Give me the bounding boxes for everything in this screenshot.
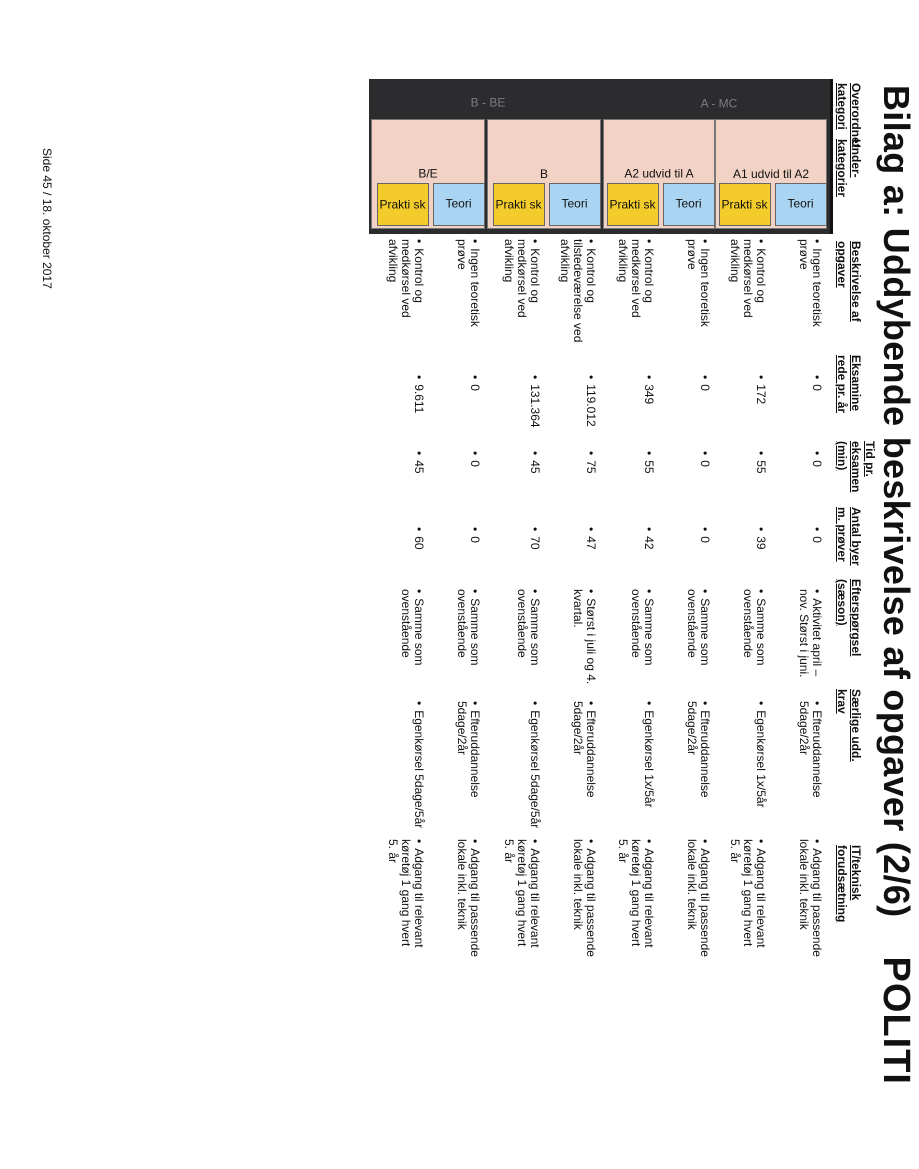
cell-krav: •Efteruddannelse 5dage/2år xyxy=(455,701,482,798)
header-under: Under-kategorier xyxy=(835,139,863,198)
bullet-icon: • xyxy=(468,375,482,380)
cell-eksaminerede: •0 xyxy=(698,375,712,391)
cell-tid: •45 xyxy=(412,451,426,474)
cell-eksaminerede: •119.012 xyxy=(584,375,598,427)
subcategory-a1: A1 udvid til A2 xyxy=(715,119,827,229)
bullet-icon: • xyxy=(528,839,542,844)
cell-krav: •Egenkørsel 5dage/5år xyxy=(528,701,542,829)
page-footer: Side 45 / 18. oktober 2017 xyxy=(40,148,54,289)
cell-it: •Adgang til passende lokale inkl. teknik xyxy=(571,839,598,957)
cell-eftersporgsel: •Samme som ovenstående xyxy=(629,589,656,666)
tag-teori: Teori xyxy=(775,183,827,226)
bullet-icon: • xyxy=(754,451,768,456)
cell-it: •Adgang til relevant køretøj 1 gang hvert 5. år xyxy=(502,839,542,948)
group-label: A - MC xyxy=(700,96,738,111)
bullet-icon: • xyxy=(810,839,824,844)
header-byer: Antal byer m. prøver xyxy=(835,507,863,566)
bullet-icon: • xyxy=(698,375,712,380)
bullet-icon: • xyxy=(642,589,656,594)
cell-krav: •Egenkørsel 5dage/5år xyxy=(412,701,426,829)
bullet-icon: • xyxy=(698,239,712,244)
politi-logo: POLITI xyxy=(875,956,917,1085)
bullet-icon: • xyxy=(412,239,426,244)
cell-eftersporgsel: •Samme som ovenstående xyxy=(515,589,542,666)
cell-beskrivelse: •Kontrol og medkørsel ved afvikling xyxy=(616,239,656,318)
bullet-icon: • xyxy=(642,239,656,244)
tag-teori: Teori xyxy=(663,183,715,226)
cell-tid: •55 xyxy=(754,451,768,474)
cell-eftersporgsel: •Samme som ovenstående xyxy=(455,589,482,666)
cell-krav: •Egenkørsel 1x/5år xyxy=(642,701,656,808)
cell-eftersporgsel: •Samme som ovenstående xyxy=(685,589,712,666)
cell-eftersporgsel: •Samme som ovenstående xyxy=(399,589,426,666)
bullet-icon: • xyxy=(642,839,656,844)
bullet-icon: • xyxy=(584,839,598,844)
cell-eksaminerede: •0 xyxy=(468,375,482,391)
cell-eksaminerede: •349 xyxy=(642,375,656,405)
header-beskrivelse: Beskrivelse af opgaver xyxy=(835,241,863,322)
cell-eftersporgsel: •Aktivitet april – nov. Størst i juni. xyxy=(797,589,824,678)
bullet-icon: • xyxy=(528,451,542,456)
cell-beskrivelse: •Kontrol og medkørsel ved afvikling xyxy=(728,239,768,318)
group-label: B - BE xyxy=(470,95,506,110)
cell-byer: •0 xyxy=(468,527,482,543)
bullet-icon: • xyxy=(412,375,426,380)
bullet-icon: • xyxy=(698,589,712,594)
cell-eksaminerede: •172 xyxy=(754,375,768,405)
bullet-icon: • xyxy=(810,239,824,244)
bullet-icon: • xyxy=(528,589,542,594)
bullet-icon: • xyxy=(810,701,824,706)
cell-tid: •0 xyxy=(698,451,712,467)
bullet-icon: • xyxy=(642,701,656,706)
bullet-icon: • xyxy=(754,375,768,380)
tag-teori: Teori xyxy=(549,183,601,226)
header-it: IT/teknisk forudsætning xyxy=(835,845,863,923)
cell-byer: •60 xyxy=(412,527,426,550)
bullet-icon: • xyxy=(698,701,712,706)
cell-eksaminerede: •9.611 xyxy=(412,375,426,414)
header-tid: Tid pr. eksamen (min) xyxy=(835,441,877,493)
cell-krav: •Efteruddannelse 5dage/2år xyxy=(685,701,712,798)
cell-tid: •0 xyxy=(468,451,482,467)
bullet-icon: • xyxy=(642,375,656,380)
cell-beskrivelse: •Kontrol og medkørsel ved afvikling xyxy=(386,239,426,318)
bullet-icon: • xyxy=(468,589,482,594)
cell-byer: •39 xyxy=(754,527,768,550)
cell-byer: •70 xyxy=(528,527,542,550)
bullet-icon: • xyxy=(754,239,768,244)
bullet-icon: • xyxy=(754,701,768,706)
header-eftersporgsel: Efterspørgsel (sæson) xyxy=(835,579,863,657)
bullet-icon: • xyxy=(412,589,426,594)
header-eksaminerede: Eksamine rede pr. år xyxy=(835,355,863,414)
cell-beskrivelse: •Kontrol og medkørsel ved afvikling xyxy=(502,239,542,318)
bullet-icon: • xyxy=(584,701,598,706)
cell-it: •Adgang til relevant køretøj 1 gang hvert 5. år xyxy=(616,839,656,948)
cell-tid: •0 xyxy=(810,451,824,467)
header-krav: Særlige udd. krav xyxy=(835,689,863,762)
cell-it: •Adgang til relevant køretøj 1 gang hvert 5. år xyxy=(386,839,426,948)
cell-it: •Adgang til passende lokale inkl. teknik xyxy=(455,839,482,957)
tag-praktisk: Prakti sk xyxy=(719,183,771,226)
bullet-icon: • xyxy=(412,839,426,844)
cell-beskrivelse: •Ingen teoretisk prøve xyxy=(455,239,482,327)
cell-it: •Adgang til passende lokale inkl. teknik xyxy=(797,839,824,957)
bullet-icon: • xyxy=(584,375,598,380)
cell-tid: •75 xyxy=(584,451,598,474)
cell-byer: •0 xyxy=(698,527,712,543)
bullet-icon: • xyxy=(584,451,598,456)
bullet-icon: • xyxy=(810,589,824,594)
bullet-icon: • xyxy=(584,527,598,532)
bullet-icon: • xyxy=(754,839,768,844)
cell-byer: •0 xyxy=(810,527,824,543)
bullet-icon: • xyxy=(584,589,598,594)
cell-tid: •45 xyxy=(528,451,542,474)
bullet-icon: • xyxy=(528,239,542,244)
page-title: Bilag a: Uddybende beskrivelse af opgaver (2/6) xyxy=(876,85,917,918)
header-overordnet: Overordnet kategori xyxy=(835,83,863,148)
bullet-icon: • xyxy=(412,451,426,456)
bullet-icon: • xyxy=(810,527,824,532)
bullet-icon: • xyxy=(754,589,768,594)
cell-eftersporgsel: •Størst i juli og 4. kvartal. xyxy=(571,589,598,685)
subcategory-be: B/E xyxy=(371,119,485,229)
subcategory-a2: A2 udvid til A xyxy=(603,119,715,229)
cell-tid: •55 xyxy=(642,451,656,474)
bullet-icon: • xyxy=(810,375,824,380)
cell-beskrivelse: •Kontrol og tilstedeværelse ved afvikling xyxy=(558,239,598,343)
cell-it: •Adgang til relevant køretøj 1 gang hvert 5. år xyxy=(728,839,768,948)
cell-beskrivelse: •Ingen teoretisk prøve xyxy=(685,239,712,327)
bullet-icon: • xyxy=(810,451,824,456)
bullet-icon: • xyxy=(642,527,656,532)
bullet-icon: • xyxy=(468,527,482,532)
rotated-slide xyxy=(299,79,919,1089)
bullet-icon: • xyxy=(698,451,712,456)
bullet-icon: • xyxy=(584,239,598,244)
bullet-icon: • xyxy=(754,527,768,532)
bullet-icon: • xyxy=(528,527,542,532)
cell-krav: •Egenkørsel 1x/5år xyxy=(754,701,768,808)
cell-krav: •Efteruddannelse 5dage/2år xyxy=(571,701,598,798)
tag-teori: Teori xyxy=(433,183,485,226)
tag-praktisk: Prakti sk xyxy=(377,183,429,226)
bullet-icon: • xyxy=(412,527,426,532)
bullet-icon: • xyxy=(642,451,656,456)
subcategory-b: B xyxy=(487,119,601,229)
cell-byer: •42 xyxy=(642,527,656,550)
bullet-icon: • xyxy=(468,839,482,844)
tag-praktisk: Prakti sk xyxy=(607,183,659,226)
cell-eftersporgsel: •Samme som ovenstående xyxy=(741,589,768,666)
cell-beskrivelse: •Ingen teoretisk prøve xyxy=(797,239,824,327)
cell-eksaminerede: •0 xyxy=(810,375,824,391)
bullet-icon: • xyxy=(412,701,426,706)
bullet-icon: • xyxy=(468,701,482,706)
cell-byer: •47 xyxy=(584,527,598,550)
bullet-icon: • xyxy=(698,839,712,844)
cell-krav: •Efteruddannelse 5dage/2år xyxy=(797,701,824,798)
bullet-icon: • xyxy=(528,701,542,706)
bullet-icon: • xyxy=(698,527,712,532)
cell-eksaminerede: •131.364 xyxy=(528,375,542,428)
bullet-icon: • xyxy=(468,239,482,244)
cell-it: •Adgang til passende lokale inkl. teknik xyxy=(685,839,712,957)
bullet-icon: • xyxy=(528,375,542,380)
bullet-icon: • xyxy=(468,451,482,456)
tag-praktisk: Prakti sk xyxy=(493,183,545,226)
